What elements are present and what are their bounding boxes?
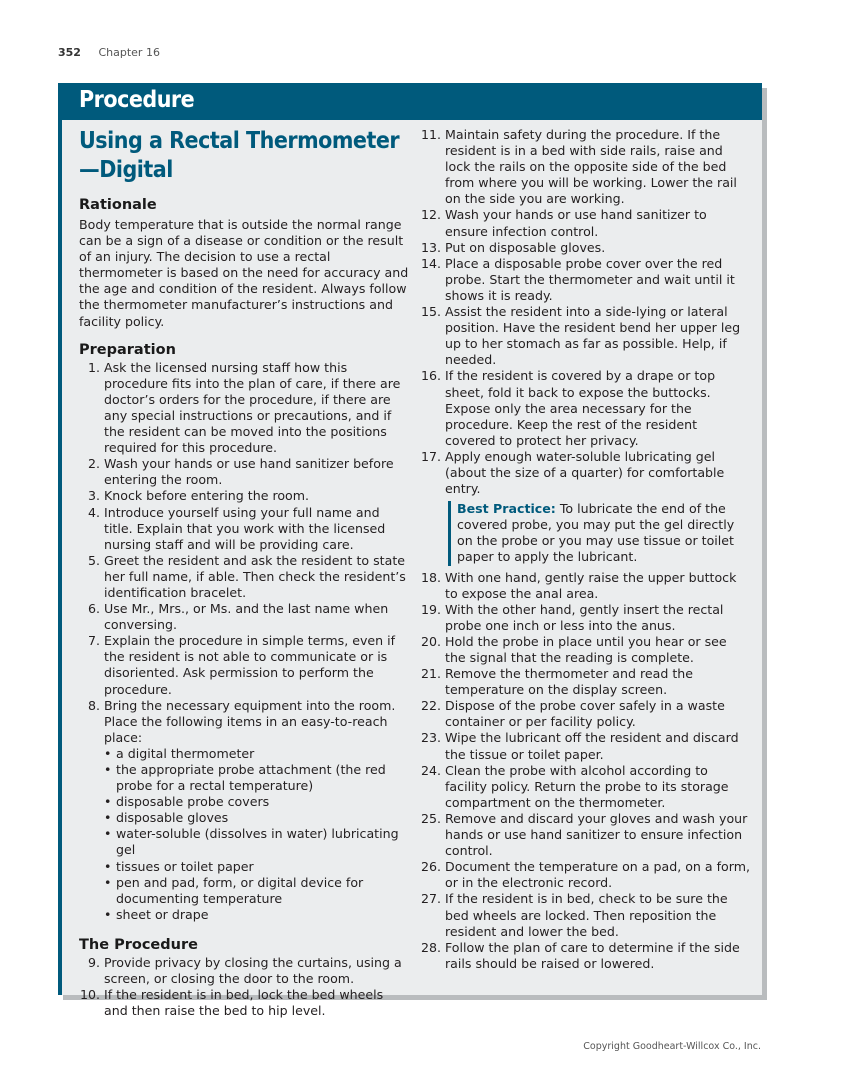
equipment-item: • a digital thermometer bbox=[104, 746, 409, 762]
equipment-item: • disposable probe covers bbox=[104, 794, 409, 810]
best-practice-box bbox=[448, 501, 750, 565]
the-procedure-heading: The Procedure bbox=[79, 936, 198, 953]
chapter-label: Chapter 16 bbox=[98, 46, 160, 59]
step-item: 15. Assist the resident into a side-lying or lateral position. Have the resident bend her upper leg up to her stomach as far as possible. Help, if needed. bbox=[420, 304, 741, 368]
step-item: 28. Follow the plan of care to determine if the side rails should be raised or lowered. bbox=[420, 939, 740, 971]
running-head bbox=[58, 46, 160, 59]
step-item: 8. Bring the necessary equipment into the room. Place the following items in an easy-to-reach place: • a digital thermometer • the appropriate probe attachment (the red probe for a rectal temperature) • disposable probe covers • disposable gloves • water-soluble (dissolves in water) lubricating gel • tissues or toilet paper • pen and pad, form, or digital device for documenting temperature • sheet or drape bbox=[79, 698, 409, 923]
page-number: 352 bbox=[58, 46, 81, 59]
step-item: 10. If the resident is in bed, lock the bed wheels and then raise the bed to hip level. bbox=[79, 987, 384, 1019]
procedure-title: Using a Rectal Thermometer—Digital bbox=[79, 128, 400, 183]
equipment-list bbox=[104, 746, 409, 923]
step-item: 13. Put on disposable gloves. bbox=[420, 239, 606, 255]
best-practice-wrap bbox=[420, 501, 750, 565]
step-item: 7. Explain the procedure in simple terms, even if the resident is not able to communicate or is disoriented. Ask permission to perform the procedure. bbox=[87, 633, 396, 697]
preparation-steps bbox=[79, 360, 409, 923]
equipment-item: • tissues or toilet paper bbox=[104, 859, 409, 875]
step-item: 14. Place a disposable probe cover over the red probe. Start the thermometer and wait until it shows it is ready. bbox=[420, 255, 735, 303]
step-item: 16. If the resident is covered by a drape or top sheet, fold it back to expose the buttocks. Expose only the area necessary for the procedure. Keep the rest of the resident covered to protect her privacy. bbox=[420, 368, 716, 448]
step-item: 1. Ask the licensed nursing staff how this procedure fits into the plan of care, if there are doctor’s orders for the procedure, if there are any special instructions or precautions, and if the resident can be moved into the positions required for this procedure. bbox=[87, 359, 401, 456]
step-item: 5. Greet the resident and ask the resident to state her full name, if able. Then check the resident’s identification bracelet. bbox=[87, 552, 406, 600]
best-practice-text: To lubricate the end of the covered probe, you may put the gel directly on the probe or you may use tissue or toilet paper to apply the lubricant. bbox=[457, 501, 735, 565]
equipment-item: • disposable gloves bbox=[104, 810, 409, 826]
step-item: 19. With the other hand, gently insert the rectal probe one inch or less into the anus. bbox=[420, 601, 724, 633]
step-item: 6. Use Mr., Mrs., or Ms. and the last name when conversing. bbox=[87, 601, 389, 633]
equipment-item: • sheet or drape bbox=[104, 907, 409, 923]
step-item: 11. Maintain safety during the procedure. If the resident is in a bed with side rails, raise and lock the rails on the opposite side of the bed from where you will be working. Lower the rail on the side you are working. bbox=[420, 127, 737, 207]
equipment-item: • pen and pad, form, or digital device for documenting temperature bbox=[104, 875, 409, 907]
procedure-box bbox=[58, 83, 762, 1019]
procedure-steps-right-a bbox=[420, 127, 750, 497]
step-item: 25. Remove and discard your gloves and wash your hands or use hand sanitizer to ensure infection control. bbox=[420, 810, 748, 859]
rationale-text: Body temperature that is outside the normal range can be a sign of a disease or condition or the result of an injury. The decision to use a rectal thermometer is based on the need for accuracy and the age and condition of the resident. Always follow the thermometer manufacturer’s instructions and facility policy. bbox=[79, 217, 409, 329]
equipment-item: • water-soluble (dissolves in water) lubricating gel bbox=[104, 826, 409, 858]
right-column bbox=[420, 127, 750, 984]
step-item: 12. Wash your hands or use hand sanitizer to ensure infection control. bbox=[420, 207, 707, 239]
best-practice-label: Best Practice: bbox=[457, 501, 556, 517]
step-item: 21. Remove the thermometer and read the temperature on the display screen. bbox=[420, 666, 693, 698]
step-item: 22. Dispose of the probe cover safely in a waste container or per facility policy. bbox=[420, 698, 725, 730]
banner-label: Procedure bbox=[79, 87, 195, 113]
procedure-banner bbox=[58, 83, 762, 120]
copyright-notice: Copyright Goodheart-Willcox Co., Inc. bbox=[583, 1041, 761, 1052]
equipment-item: • the appropriate probe attachment (the red probe for a rectal temperature) bbox=[104, 762, 409, 794]
step-item: 17. Apply enough water-soluble lubricating gel (about the size of a quarter) for comfortable entry. bbox=[420, 448, 725, 497]
procedure-steps-right-b bbox=[420, 570, 750, 972]
step-item: 20. Hold the probe in place until you hear or see the signal that the reading is complete. bbox=[420, 633, 727, 665]
box-left-rule bbox=[58, 83, 62, 995]
left-column bbox=[79, 127, 409, 1031]
rationale-heading: Rationale bbox=[79, 197, 157, 213]
step-item: 24. Clean the probe with alcohol according to facility policy. Return the probe to its storage compartment on the thermometer. bbox=[420, 762, 729, 810]
step-item: 2. Wash your hands or use hand sanitizer before entering the room. bbox=[87, 456, 394, 488]
step-item: 27. If the resident is in bed, check to be sure the bed wheels are locked. Then reposition the resident and lower the bed. bbox=[420, 891, 728, 939]
step-item: 9. Provide privacy by closing the curtains, using a screen, or closing the door to the room. bbox=[87, 954, 402, 987]
preparation-heading: Preparation bbox=[79, 341, 176, 358]
step-item: 3. Knock before entering the room. bbox=[87, 488, 310, 504]
step-item: 26. Document the temperature on a pad, on a form, or in the electronic record. bbox=[420, 859, 750, 891]
step-item: 4. Introduce yourself using your full name and title. Explain that you work with the licensed nursing staff and will be providing care. bbox=[87, 504, 386, 552]
step-item: 23. Wipe the lubricant off the resident and discard the tissue or toilet paper. bbox=[420, 730, 739, 762]
procedure-steps-left bbox=[79, 955, 409, 1019]
step-item: 18. With one hand, gently raise the upper buttock to expose the anal area. bbox=[420, 569, 737, 601]
